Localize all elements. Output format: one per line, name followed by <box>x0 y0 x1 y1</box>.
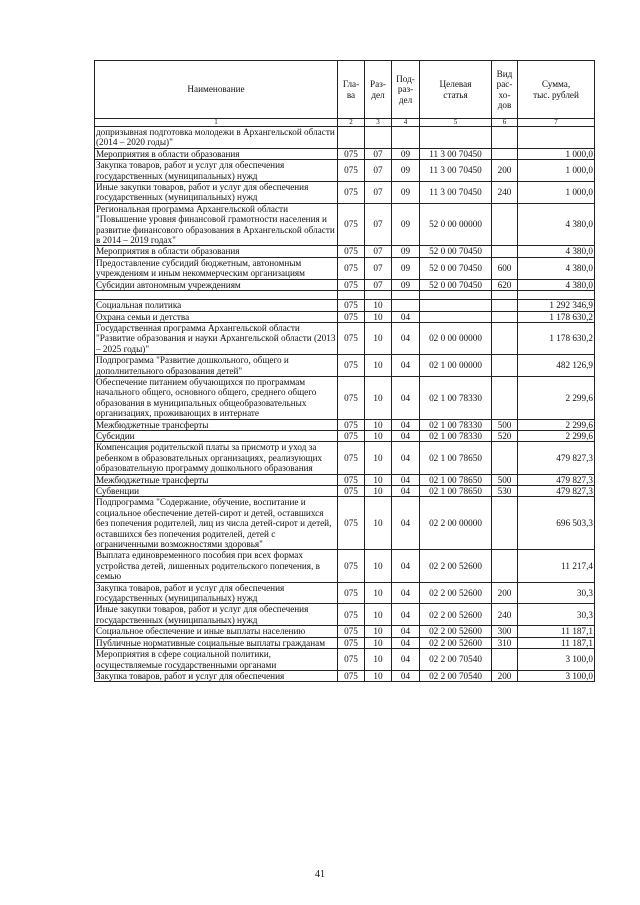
row-name: Субсидии <box>95 430 338 441</box>
row-glava: 075 <box>338 430 365 441</box>
table-row <box>95 670 595 681</box>
row-podrazdel: 04 <box>392 474 420 485</box>
row-razdel: 10 <box>365 649 392 671</box>
row-razdel <box>365 127 392 149</box>
row-summa: 30,3 <box>518 604 595 626</box>
table-row <box>95 550 595 582</box>
table-row <box>95 257 595 279</box>
row-glava: 075 <box>338 670 365 681</box>
row-tselevaya-statya: 11 3 00 70450 <box>420 160 492 182</box>
row-glava: 075 <box>338 626 365 637</box>
row-podrazdel: 04 <box>392 626 420 637</box>
row-tselevaya-statya: 02 2 00 52600 <box>420 604 492 626</box>
row-podrazdel: 04 <box>392 311 420 322</box>
column-number: 5 <box>420 119 492 127</box>
row-name: Государственная программа Архангельской области "Развитие образования и науки Архангельской области (2013 – 2025 годы)" <box>95 322 338 354</box>
row-tselevaya-statya: 02 0 00 00000 <box>420 322 492 354</box>
row-name: Иные закупки товаров, работ и услуг для обеспечения государственных (муниципальных) нужд <box>95 182 338 204</box>
row-name: допризывная подготовка молодежи в Архангельской области (2014 – 2020 годы)" <box>95 127 338 149</box>
row-vid-raskhodov <box>492 203 518 246</box>
row-glava: 075 <box>338 442 365 474</box>
row-vid-raskhodov <box>492 550 518 582</box>
row-summa: 1 000,0 <box>518 182 595 204</box>
row-tselevaya-statya: 02 1 00 78650 <box>420 486 492 497</box>
row-name: Подпрограмма "Развитие дошкольного, общего и дополнительного образования детей" <box>95 355 338 377</box>
table-body <box>95 127 595 682</box>
row-podrazdel: 09 <box>392 257 420 279</box>
row-glava <box>338 127 365 149</box>
row-glava: 075 <box>338 355 365 377</box>
row-razdel: 07 <box>365 257 392 279</box>
row-tselevaya-statya: 02 2 00 70540 <box>420 649 492 671</box>
column-number-row <box>95 119 595 127</box>
row-name: Социальная политика <box>95 300 338 311</box>
row-razdel: 07 <box>365 182 392 204</box>
page-number: 41 <box>315 869 325 880</box>
row-summa: 30,3 <box>518 582 595 604</box>
row-razdel: 10 <box>365 670 392 681</box>
row-name: Компенсация родительской платы за присмотр и уход за ребенком в образовательных организациях, реализующих образовательную программу дошкольного образования <box>95 442 338 474</box>
row-razdel: 07 <box>365 160 392 182</box>
row-razdel: 10 <box>365 550 392 582</box>
row-glava: 075 <box>338 649 365 671</box>
row-name: Иные закупки товаров, работ и услуг для обеспечения государственных (муниципальных) нужд <box>95 604 338 626</box>
row-vid-raskhodov <box>492 322 518 354</box>
row-podrazdel: 04 <box>392 670 420 681</box>
row-glava: 075 <box>338 257 365 279</box>
table-row <box>95 311 595 322</box>
row-vid-raskhodov <box>492 246 518 257</box>
row-tselevaya-statya: 02 2 00 52600 <box>420 626 492 637</box>
table-row <box>95 182 595 204</box>
row-tselevaya-statya <box>420 311 492 322</box>
row-name: Субсидии автономным учреждениям <box>95 279 338 290</box>
row-summa: 1 178 630,2 <box>518 322 595 354</box>
row-vid-raskhodov <box>492 649 518 671</box>
row-vid-raskhodov <box>492 355 518 377</box>
row-vid-raskhodov <box>492 148 518 159</box>
row-tselevaya-statya <box>420 291 492 300</box>
row-glava: 075 <box>338 604 365 626</box>
column-number: 1 <box>95 119 338 127</box>
row-razdel: 10 <box>365 486 392 497</box>
row-podrazdel: 04 <box>392 376 420 419</box>
header-podrazdel: Под- раз- дел <box>392 61 420 119</box>
row-name: Обеспечение питанием обучающихся по программам начального общего, основного общего, среднего общего образования в муниципальных общеобразовательных организациях, проживающих в интернате <box>95 376 338 419</box>
row-name: Региональная программа Архангельской области "Повышение уровня финансовой грамотности населения и развитие финансового образования в Архангельской области в 2014 – 2019 годах" <box>95 203 338 246</box>
row-podrazdel <box>392 300 420 311</box>
table-row <box>95 604 595 626</box>
row-vid-raskhodov <box>492 497 518 550</box>
row-name: Закупка товаров, работ и услуг для обеспечения <box>95 670 338 681</box>
row-podrazdel: 09 <box>392 160 420 182</box>
row-name: Мероприятия в сфере социальной политики, осуществляемые государственными органами <box>95 649 338 671</box>
header-vid-raskhodov: Вид рас- хо- дов <box>492 61 518 119</box>
table-row <box>95 486 595 497</box>
row-glava: 075 <box>338 322 365 354</box>
row-podrazdel: 09 <box>392 203 420 246</box>
row-podrazdel: 09 <box>392 246 420 257</box>
row-razdel: 10 <box>365 355 392 377</box>
table-row <box>95 355 595 377</box>
row-name: Социальное обеспечение и иные выплаты населению <box>95 626 338 637</box>
table-row <box>95 127 595 149</box>
row-razdel: 10 <box>365 311 392 322</box>
row-podrazdel: 09 <box>392 148 420 159</box>
row-podrazdel: 04 <box>392 649 420 671</box>
row-tselevaya-statya: 02 2 00 52600 <box>420 582 492 604</box>
row-vid-raskhodov: 300 <box>492 626 518 637</box>
table-row <box>95 300 595 311</box>
row-vid-raskhodov: 200 <box>492 670 518 681</box>
row-podrazdel: 04 <box>392 355 420 377</box>
table-row <box>95 376 595 419</box>
header-glava: Гла- ва <box>338 61 365 119</box>
row-glava: 075 <box>338 246 365 257</box>
row-summa: 4 380,0 <box>518 203 595 246</box>
table-row <box>95 246 595 257</box>
row-summa: 2 299,6 <box>518 419 595 430</box>
table-row <box>95 582 595 604</box>
row-podrazdel: 09 <box>392 279 420 290</box>
row-summa: 11 217,4 <box>518 550 595 582</box>
row-razdel: 10 <box>365 430 392 441</box>
row-summa: 1 000,0 <box>518 148 595 159</box>
row-vid-raskhodov: 200 <box>492 582 518 604</box>
row-razdel: 10 <box>365 419 392 430</box>
row-podrazdel <box>392 291 420 300</box>
column-number: 7 <box>518 119 595 127</box>
table-row <box>95 474 595 485</box>
row-razdel: 10 <box>365 604 392 626</box>
table-row <box>95 160 595 182</box>
row-tselevaya-statya: 02 1 00 78330 <box>420 376 492 419</box>
row-podrazdel: 04 <box>392 486 420 497</box>
row-name: Мероприятия в области образования <box>95 246 338 257</box>
row-glava: 075 <box>338 486 365 497</box>
row-podrazdel: 04 <box>392 582 420 604</box>
row-vid-raskhodov <box>492 127 518 149</box>
row-glava: 075 <box>338 160 365 182</box>
table-row <box>95 497 595 550</box>
row-summa: 479 827,3 <box>518 486 595 497</box>
row-razdel: 10 <box>365 582 392 604</box>
row-tselevaya-statya: 02 1 00 78650 <box>420 474 492 485</box>
column-number: 6 <box>492 119 518 127</box>
budget-table <box>94 60 595 682</box>
row-tselevaya-statya: 52 0 00 00000 <box>420 203 492 246</box>
table-row <box>95 626 595 637</box>
row-razdel <box>365 291 392 300</box>
row-name: Подпрограмма "Содержание, обучение, воспитание и социальное обеспечение детей-сирот и детей, оставшихся без попечения родителей, лиц из числа детей-сирот и детей, оставшихся без попечения родителей, детей с ограниченными возможностями здоровья" <box>95 497 338 550</box>
row-razdel: 07 <box>365 279 392 290</box>
row-tselevaya-statya: 11 3 00 70450 <box>420 148 492 159</box>
row-vid-raskhodov: 600 <box>492 257 518 279</box>
header-summa: Сумма, тыс. рублей <box>518 61 595 119</box>
row-tselevaya-statya: 02 2 00 70540 <box>420 670 492 681</box>
row-summa: 11 187,1 <box>518 637 595 648</box>
row-razdel: 07 <box>365 246 392 257</box>
row-tselevaya-statya: 02 2 00 52600 <box>420 637 492 648</box>
row-tselevaya-statya: 02 1 00 00000 <box>420 355 492 377</box>
row-glava: 075 <box>338 497 365 550</box>
row-tselevaya-statya <box>420 300 492 311</box>
row-summa: 1 000,0 <box>518 160 595 182</box>
row-vid-raskhodov <box>492 376 518 419</box>
row-tselevaya-statya: 02 1 00 78330 <box>420 430 492 441</box>
row-name: Межбюджетные трансферты <box>95 419 338 430</box>
row-razdel: 10 <box>365 376 392 419</box>
row-podrazdel: 04 <box>392 430 420 441</box>
row-razdel: 10 <box>365 442 392 474</box>
row-vid-raskhodov <box>492 291 518 300</box>
table-row <box>95 419 595 430</box>
header-name: Наименование <box>95 61 338 119</box>
row-summa: 696 503,3 <box>518 497 595 550</box>
row-name <box>95 291 338 300</box>
row-razdel: 10 <box>365 626 392 637</box>
table-row <box>95 430 595 441</box>
row-glava: 075 <box>338 300 365 311</box>
column-number: 4 <box>392 119 420 127</box>
row-tselevaya-statya: 02 1 00 78330 <box>420 419 492 430</box>
row-summa: 2 299,6 <box>518 376 595 419</box>
row-razdel: 07 <box>365 148 392 159</box>
row-summa: 4 380,0 <box>518 246 595 257</box>
table-row <box>95 291 595 300</box>
row-name: Публичные нормативные социальные выплаты гражданам <box>95 637 338 648</box>
row-podrazdel: 04 <box>392 497 420 550</box>
row-podrazdel: 04 <box>392 322 420 354</box>
row-summa <box>518 127 595 149</box>
header-razdel: Раз- дел <box>365 61 392 119</box>
row-vid-raskhodov: 240 <box>492 182 518 204</box>
row-tselevaya-statya: 52 0 00 70450 <box>420 246 492 257</box>
row-tselevaya-statya: 11 3 00 70450 <box>420 182 492 204</box>
row-tselevaya-statya: 02 2 00 00000 <box>420 497 492 550</box>
row-glava: 075 <box>338 376 365 419</box>
table-row <box>95 148 595 159</box>
row-razdel: 10 <box>365 637 392 648</box>
row-glava: 075 <box>338 279 365 290</box>
row-glava <box>338 291 365 300</box>
row-name: Выплата единовременного пособия при всех формах устройства детей, лишенных родительского попечения, в семью <box>95 550 338 582</box>
row-glava: 075 <box>338 474 365 485</box>
row-name: Предоставление субсидий бюджетным, автономным учреждениям и иным некоммерческим организациям <box>95 257 338 279</box>
row-podrazdel: 04 <box>392 442 420 474</box>
row-tselevaya-statya: 02 1 00 78650 <box>420 442 492 474</box>
row-vid-raskhodov: 200 <box>492 160 518 182</box>
row-razdel: 07 <box>365 203 392 246</box>
row-glava: 075 <box>338 311 365 322</box>
row-summa: 4 380,0 <box>518 257 595 279</box>
row-name: Мероприятия в области образования <box>95 148 338 159</box>
header-tselevaya-statya: Целевая статья <box>420 61 492 119</box>
row-glava: 075 <box>338 203 365 246</box>
table-header-row <box>95 61 595 119</box>
row-podrazdel: 04 <box>392 419 420 430</box>
row-glava: 075 <box>338 550 365 582</box>
row-summa: 11 187,1 <box>518 626 595 637</box>
row-summa: 479 827,3 <box>518 442 595 474</box>
row-glava: 075 <box>338 419 365 430</box>
row-vid-raskhodov: 530 <box>492 486 518 497</box>
column-number: 3 <box>365 119 392 127</box>
column-number: 2 <box>338 119 365 127</box>
row-podrazdel: 04 <box>392 637 420 648</box>
table-row <box>95 442 595 474</box>
row-summa: 479 827,3 <box>518 474 595 485</box>
row-tselevaya-statya: 52 0 00 70450 <box>420 257 492 279</box>
row-name: Охрана семьи и детства <box>95 311 338 322</box>
row-vid-raskhodov: 310 <box>492 637 518 648</box>
row-name: Закупка товаров, работ и услуг для обеспечения государственных (муниципальных) нужд <box>95 582 338 604</box>
row-summa: 2 299,6 <box>518 430 595 441</box>
row-podrazdel: 09 <box>392 182 420 204</box>
row-vid-raskhodov <box>492 300 518 311</box>
row-glava: 075 <box>338 148 365 159</box>
row-glava: 075 <box>338 582 365 604</box>
row-name: Межбюджетные трансферты <box>95 474 338 485</box>
row-name: Субвенции <box>95 486 338 497</box>
row-vid-raskhodov: 500 <box>492 419 518 430</box>
row-summa: 482 126,9 <box>518 355 595 377</box>
row-glava: 075 <box>338 637 365 648</box>
table-row <box>95 203 595 246</box>
row-summa: 1 178 630,2 <box>518 311 595 322</box>
row-razdel: 10 <box>365 497 392 550</box>
row-summa: 3 100,0 <box>518 649 595 671</box>
row-vid-raskhodov: 240 <box>492 604 518 626</box>
row-vid-raskhodov <box>492 311 518 322</box>
row-glava: 075 <box>338 182 365 204</box>
row-summa: 3 100,0 <box>518 670 595 681</box>
row-podrazdel <box>392 127 420 149</box>
row-podrazdel: 04 <box>392 604 420 626</box>
table-row <box>95 279 595 290</box>
row-razdel: 10 <box>365 322 392 354</box>
row-summa <box>518 291 595 300</box>
row-vid-raskhodov <box>492 442 518 474</box>
row-podrazdel: 04 <box>392 550 420 582</box>
row-vid-raskhodov: 500 <box>492 474 518 485</box>
table-row <box>95 322 595 354</box>
row-tselevaya-statya <box>420 127 492 149</box>
row-summa: 4 380,0 <box>518 279 595 290</box>
row-summa: 1 292 346,9 <box>518 300 595 311</box>
row-tselevaya-statya: 52 0 00 70450 <box>420 279 492 290</box>
row-vid-raskhodov: 620 <box>492 279 518 290</box>
table-row <box>95 649 595 671</box>
row-razdel: 10 <box>365 474 392 485</box>
row-tselevaya-statya: 02 2 00 52600 <box>420 550 492 582</box>
row-name: Закупка товаров, работ и услуг для обеспечения государственных (муниципальных) нужд <box>95 160 338 182</box>
row-razdel: 10 <box>365 300 392 311</box>
table-row <box>95 637 595 648</box>
row-vid-raskhodov: 520 <box>492 430 518 441</box>
